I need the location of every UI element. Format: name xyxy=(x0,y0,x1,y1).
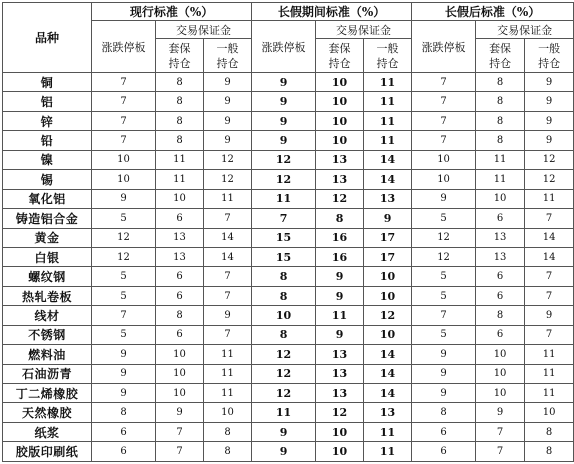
current-spec-margin-cell: 14 xyxy=(204,228,252,247)
holiday-spec-margin-cell: 14 xyxy=(364,150,412,169)
post-holiday-limit-cell: 8 xyxy=(412,403,476,422)
post-holiday-limit-cell: 7 xyxy=(412,306,476,325)
post-holiday-limit-cell: 5 xyxy=(412,325,476,344)
table-row xyxy=(3,189,574,208)
current-spec-margin-cell: 12 xyxy=(204,170,252,189)
holiday-spec-margin-cell: 10 xyxy=(364,267,412,286)
holiday-spec-margin-cell: 14 xyxy=(364,364,412,383)
current-hedge-margin-cell: 7 xyxy=(156,422,204,441)
post-hedge-header: 套保 持仓 xyxy=(476,39,525,73)
variety-name: 燃料油 xyxy=(3,345,92,364)
current-limit-cell: 7 xyxy=(92,73,156,92)
table-row xyxy=(3,228,574,247)
variety-name: 石油沥青 xyxy=(3,364,92,383)
current-spec-margin-cell: 11 xyxy=(204,345,252,364)
table-row xyxy=(3,286,574,305)
post-holiday-spec-margin-cell: 11 xyxy=(525,384,574,403)
table-row xyxy=(3,247,574,266)
table-row xyxy=(3,170,574,189)
holiday-hedge-margin-cell: 13 xyxy=(316,364,364,383)
holiday-limit-cell: 8 xyxy=(252,325,316,344)
current-hedge-margin-cell: 11 xyxy=(156,170,204,189)
variety-name: 天然橡胶 xyxy=(3,403,92,422)
current-spec-margin-cell: 14 xyxy=(204,247,252,266)
post-holiday-spec-margin-cell: 9 xyxy=(525,92,574,111)
post-holiday-hedge-margin-cell: 8 xyxy=(476,73,525,92)
post-spec-header: 一般 持仓 xyxy=(525,39,574,73)
holiday-limit-cell: 12 xyxy=(252,345,316,364)
holiday-hedge-header: 套保 持仓 xyxy=(316,39,364,73)
post-holiday-hedge-margin-cell: 6 xyxy=(476,286,525,305)
current-limit-cell: 10 xyxy=(92,150,156,169)
table-row xyxy=(3,150,574,169)
current-spec-margin-cell: 7 xyxy=(204,286,252,305)
current-spec-margin-cell: 8 xyxy=(204,442,252,462)
current-spec-margin-cell: 8 xyxy=(204,422,252,441)
table-row xyxy=(3,73,574,92)
current-limit-cell: 5 xyxy=(92,286,156,305)
post-holiday-hedge-margin-cell: 6 xyxy=(476,325,525,344)
current-limit-cell: 12 xyxy=(92,228,156,247)
current-spec-margin-cell: 9 xyxy=(204,131,252,150)
holiday-spec-margin-cell: 14 xyxy=(364,345,412,364)
post-holiday-limit-cell: 9 xyxy=(412,345,476,364)
variety-name: 锌 xyxy=(3,111,92,130)
current-limit-cell: 5 xyxy=(92,267,156,286)
current-limit-cell: 7 xyxy=(92,92,156,111)
current-limit-cell: 9 xyxy=(92,189,156,208)
variety-name: 锡 xyxy=(3,170,92,189)
current-hedge-margin-cell: 8 xyxy=(156,131,204,150)
post-holiday-spec-margin-cell: 10 xyxy=(525,403,574,422)
variety-name: 热轧卷板 xyxy=(3,286,92,305)
current-hedge-margin-cell: 13 xyxy=(156,247,204,266)
current-limit-header: 涨跌停板 xyxy=(92,21,156,73)
holiday-hedge-margin-cell: 8 xyxy=(316,209,364,228)
holiday-spec-margin-cell: 13 xyxy=(364,403,412,422)
current-limit-cell: 7 xyxy=(92,306,156,325)
post-holiday-limit-cell: 10 xyxy=(412,170,476,189)
holiday-standard-header: 长假期间标准（%） xyxy=(252,3,412,21)
post-holiday-spec-margin-cell: 11 xyxy=(525,345,574,364)
holiday-limit-cell: 9 xyxy=(252,92,316,111)
post-holiday-spec-margin-cell: 8 xyxy=(525,422,574,441)
table-row xyxy=(3,325,574,344)
post-holiday-spec-margin-cell: 9 xyxy=(525,111,574,130)
holiday-hedge-margin-cell: 10 xyxy=(316,111,364,130)
holiday-hedge-margin-cell: 9 xyxy=(316,267,364,286)
variety-name: 铅 xyxy=(3,131,92,150)
post-holiday-hedge-margin-cell: 8 xyxy=(476,92,525,111)
post-holiday-spec-margin-cell: 7 xyxy=(525,209,574,228)
current-hedge-margin-cell: 8 xyxy=(156,92,204,111)
post-holiday-limit-cell: 7 xyxy=(412,92,476,111)
holiday-limit-cell: 9 xyxy=(252,73,316,92)
post-holiday-limit-cell: 6 xyxy=(412,442,476,462)
holiday-hedge-margin-cell: 9 xyxy=(316,286,364,305)
current-hedge-margin-cell: 10 xyxy=(156,384,204,403)
post-holiday-hedge-margin-cell: 13 xyxy=(476,228,525,247)
post-holiday-hedge-margin-cell: 9 xyxy=(476,403,525,422)
holiday-spec-margin-cell: 17 xyxy=(364,228,412,247)
table-row xyxy=(3,442,574,462)
current-limit-cell: 10 xyxy=(92,170,156,189)
holiday-limit-cell: 12 xyxy=(252,384,316,403)
holiday-limit-cell: 11 xyxy=(252,403,316,422)
post-holiday-hedge-margin-cell: 10 xyxy=(476,189,525,208)
post-holiday-spec-margin-cell: 12 xyxy=(525,170,574,189)
post-holiday-limit-cell: 9 xyxy=(412,189,476,208)
post-holiday-spec-margin-cell: 14 xyxy=(525,247,574,266)
variety-name: 线材 xyxy=(3,306,92,325)
current-hedge-margin-cell: 8 xyxy=(156,111,204,130)
current-limit-cell: 5 xyxy=(92,209,156,228)
current-spec-margin-cell: 7 xyxy=(204,267,252,286)
holiday-limit-cell: 9 xyxy=(252,422,316,441)
holiday-hedge-margin-cell: 11 xyxy=(316,306,364,325)
holiday-margin-header: 交易保证金 xyxy=(316,21,412,39)
table-row xyxy=(3,306,574,325)
current-hedge-margin-cell: 13 xyxy=(156,228,204,247)
post-holiday-spec-margin-cell: 12 xyxy=(525,150,574,169)
current-hedge-header: 套保 持仓 xyxy=(156,39,204,73)
variety-name: 铸造铝合金 xyxy=(3,209,92,228)
holiday-spec-margin-cell: 11 xyxy=(364,92,412,111)
current-hedge-margin-cell: 11 xyxy=(156,150,204,169)
current-limit-cell: 9 xyxy=(92,384,156,403)
holiday-hedge-margin-cell: 12 xyxy=(316,189,364,208)
holiday-hedge-margin-cell: 13 xyxy=(316,345,364,364)
table-body xyxy=(3,73,574,462)
post-holiday-spec-margin-cell: 8 xyxy=(525,442,574,462)
current-hedge-margin-cell: 10 xyxy=(156,345,204,364)
holiday-spec-margin-cell: 11 xyxy=(364,422,412,441)
current-margin-header: 交易保证金 xyxy=(156,21,252,39)
holiday-limit-cell: 12 xyxy=(252,150,316,169)
variety-name: 白银 xyxy=(3,247,92,266)
post-holiday-spec-margin-cell: 7 xyxy=(525,286,574,305)
current-spec-margin-cell: 11 xyxy=(204,364,252,383)
holiday-spec-margin-cell: 9 xyxy=(364,209,412,228)
post-holiday-limit-cell: 7 xyxy=(412,131,476,150)
post-holiday-hedge-margin-cell: 10 xyxy=(476,364,525,383)
current-spec-margin-cell: 11 xyxy=(204,189,252,208)
post-holiday-spec-margin-cell: 11 xyxy=(525,189,574,208)
holiday-hedge-margin-cell: 10 xyxy=(316,131,364,150)
current-spec-margin-cell: 10 xyxy=(204,403,252,422)
holiday-limit-cell: 10 xyxy=(252,306,316,325)
variety-name: 丁二烯橡胶 xyxy=(3,384,92,403)
current-limit-cell: 6 xyxy=(92,442,156,462)
variety-header: 品种 xyxy=(3,3,92,73)
current-hedge-margin-cell: 10 xyxy=(156,364,204,383)
post-holiday-hedge-margin-cell: 6 xyxy=(476,267,525,286)
post-holiday-hedge-margin-cell: 8 xyxy=(476,111,525,130)
holiday-hedge-margin-cell: 10 xyxy=(316,422,364,441)
variety-name: 纸浆 xyxy=(3,422,92,441)
variety-name: 胶版印刷纸 xyxy=(3,442,92,462)
holiday-hedge-margin-cell: 13 xyxy=(316,384,364,403)
holiday-limit-cell: 8 xyxy=(252,267,316,286)
holiday-limit-cell: 12 xyxy=(252,170,316,189)
post-holiday-limit-cell: 5 xyxy=(412,286,476,305)
holiday-limit-cell: 9 xyxy=(252,131,316,150)
holiday-hedge-margin-cell: 10 xyxy=(316,92,364,111)
post-holiday-limit-cell: 10 xyxy=(412,150,476,169)
current-spec-margin-cell: 7 xyxy=(204,325,252,344)
post-holiday-spec-margin-cell: 9 xyxy=(525,131,574,150)
table-header xyxy=(3,3,574,73)
post-holiday-hedge-margin-cell: 10 xyxy=(476,345,525,364)
current-limit-cell: 7 xyxy=(92,131,156,150)
post-holiday-spec-margin-cell: 7 xyxy=(525,267,574,286)
holiday-hedge-margin-cell: 12 xyxy=(316,403,364,422)
holiday-limit-cell: 11 xyxy=(252,189,316,208)
holiday-spec-margin-cell: 11 xyxy=(364,442,412,462)
holiday-spec-margin-cell: 13 xyxy=(364,189,412,208)
current-spec-margin-cell: 7 xyxy=(204,209,252,228)
holiday-spec-margin-cell: 14 xyxy=(364,384,412,403)
holiday-spec-margin-cell: 10 xyxy=(364,325,412,344)
holiday-spec-margin-cell: 14 xyxy=(364,170,412,189)
post-holiday-limit-cell: 12 xyxy=(412,247,476,266)
holiday-spec-header: 一般 持仓 xyxy=(364,39,412,73)
current-hedge-margin-cell: 7 xyxy=(156,442,204,462)
post-holiday-hedge-margin-cell: 11 xyxy=(476,170,525,189)
holiday-spec-margin-cell: 11 xyxy=(364,111,412,130)
holiday-hedge-margin-cell: 10 xyxy=(316,73,364,92)
variety-name: 铝 xyxy=(3,92,92,111)
post-holiday-spec-margin-cell: 9 xyxy=(525,306,574,325)
current-limit-cell: 6 xyxy=(92,422,156,441)
post-holiday-hedge-margin-cell: 8 xyxy=(476,131,525,150)
post-holiday-limit-cell: 5 xyxy=(412,209,476,228)
table-row xyxy=(3,92,574,111)
holiday-spec-margin-cell: 10 xyxy=(364,286,412,305)
variety-name: 黄金 xyxy=(3,228,92,247)
post-holiday-limit-cell: 9 xyxy=(412,364,476,383)
post-holiday-limit-cell: 7 xyxy=(412,111,476,130)
holiday-hedge-margin-cell: 13 xyxy=(316,150,364,169)
holiday-spec-margin-cell: 11 xyxy=(364,131,412,150)
post-holiday-limit-cell: 7 xyxy=(412,73,476,92)
post-holiday-spec-margin-cell: 9 xyxy=(525,73,574,92)
holiday-limit-cell: 8 xyxy=(252,286,316,305)
current-spec-margin-cell: 12 xyxy=(204,150,252,169)
post-holiday-hedge-margin-cell: 8 xyxy=(476,306,525,325)
holiday-spec-margin-cell: 17 xyxy=(364,247,412,266)
current-hedge-margin-cell: 10 xyxy=(156,189,204,208)
holiday-limit-header: 涨跌停板 xyxy=(252,21,316,73)
current-limit-cell: 8 xyxy=(92,403,156,422)
post-holiday-limit-cell: 12 xyxy=(412,228,476,247)
post-holiday-limit-cell: 6 xyxy=(412,422,476,441)
variety-name: 氧化铝 xyxy=(3,189,92,208)
post-holiday-hedge-margin-cell: 13 xyxy=(476,247,525,266)
table-row xyxy=(3,111,574,130)
post-holiday-hedge-margin-cell: 10 xyxy=(476,384,525,403)
current-spec-margin-cell: 9 xyxy=(204,92,252,111)
variety-name: 镍 xyxy=(3,150,92,169)
post-holiday-limit-cell: 9 xyxy=(412,384,476,403)
current-spec-margin-cell: 11 xyxy=(204,384,252,403)
current-limit-cell: 9 xyxy=(92,364,156,383)
current-standard-header: 现行标准（%） xyxy=(92,3,252,21)
current-hedge-margin-cell: 6 xyxy=(156,286,204,305)
post-holiday-hedge-margin-cell: 7 xyxy=(476,422,525,441)
holiday-spec-margin-cell: 12 xyxy=(364,306,412,325)
current-hedge-margin-cell: 8 xyxy=(156,73,204,92)
table-row xyxy=(3,384,574,403)
table-row xyxy=(3,403,574,422)
post-holiday-hedge-margin-cell: 6 xyxy=(476,209,525,228)
holiday-limit-cell: 7 xyxy=(252,209,316,228)
holiday-limit-cell: 9 xyxy=(252,442,316,462)
table-row xyxy=(3,422,574,441)
holiday-limit-cell: 15 xyxy=(252,247,316,266)
table-row xyxy=(3,131,574,150)
current-limit-cell: 12 xyxy=(92,247,156,266)
current-hedge-margin-cell: 6 xyxy=(156,325,204,344)
holiday-limit-cell: 15 xyxy=(252,228,316,247)
current-limit-cell: 5 xyxy=(92,325,156,344)
current-limit-cell: 9 xyxy=(92,345,156,364)
current-spec-header: 一般 持仓 xyxy=(204,39,252,73)
current-hedge-margin-cell: 6 xyxy=(156,209,204,228)
holiday-hedge-margin-cell: 16 xyxy=(316,228,364,247)
post-holiday-standard-header: 长假后标准（%） xyxy=(412,3,574,21)
current-limit-cell: 7 xyxy=(92,111,156,130)
post-holiday-hedge-margin-cell: 11 xyxy=(476,150,525,169)
holiday-spec-margin-cell: 11 xyxy=(364,73,412,92)
post-margin-header: 交易保证金 xyxy=(476,21,574,39)
variety-name: 螺纹钢 xyxy=(3,267,92,286)
current-hedge-margin-cell: 6 xyxy=(156,267,204,286)
current-hedge-margin-cell: 8 xyxy=(156,306,204,325)
post-holiday-limit-cell: 5 xyxy=(412,267,476,286)
table-row xyxy=(3,364,574,383)
holiday-hedge-margin-cell: 9 xyxy=(316,325,364,344)
holiday-limit-cell: 12 xyxy=(252,364,316,383)
holiday-hedge-margin-cell: 10 xyxy=(316,442,364,462)
table-row xyxy=(3,209,574,228)
post-holiday-spec-margin-cell: 14 xyxy=(525,228,574,247)
margin-standards-table xyxy=(2,2,574,462)
holiday-hedge-margin-cell: 13 xyxy=(316,170,364,189)
post-holiday-spec-margin-cell: 11 xyxy=(525,364,574,383)
current-spec-margin-cell: 9 xyxy=(204,306,252,325)
current-spec-margin-cell: 9 xyxy=(204,73,252,92)
holiday-hedge-margin-cell: 16 xyxy=(316,247,364,266)
holiday-limit-cell: 9 xyxy=(252,111,316,130)
post-limit-header: 涨跌停板 xyxy=(412,21,476,73)
table-row xyxy=(3,345,574,364)
current-hedge-margin-cell: 9 xyxy=(156,403,204,422)
variety-name: 不锈钢 xyxy=(3,325,92,344)
current-spec-margin-cell: 9 xyxy=(204,111,252,130)
table-row xyxy=(3,267,574,286)
post-holiday-hedge-margin-cell: 7 xyxy=(476,442,525,462)
variety-name: 铜 xyxy=(3,73,92,92)
post-holiday-spec-margin-cell: 7 xyxy=(525,325,574,344)
